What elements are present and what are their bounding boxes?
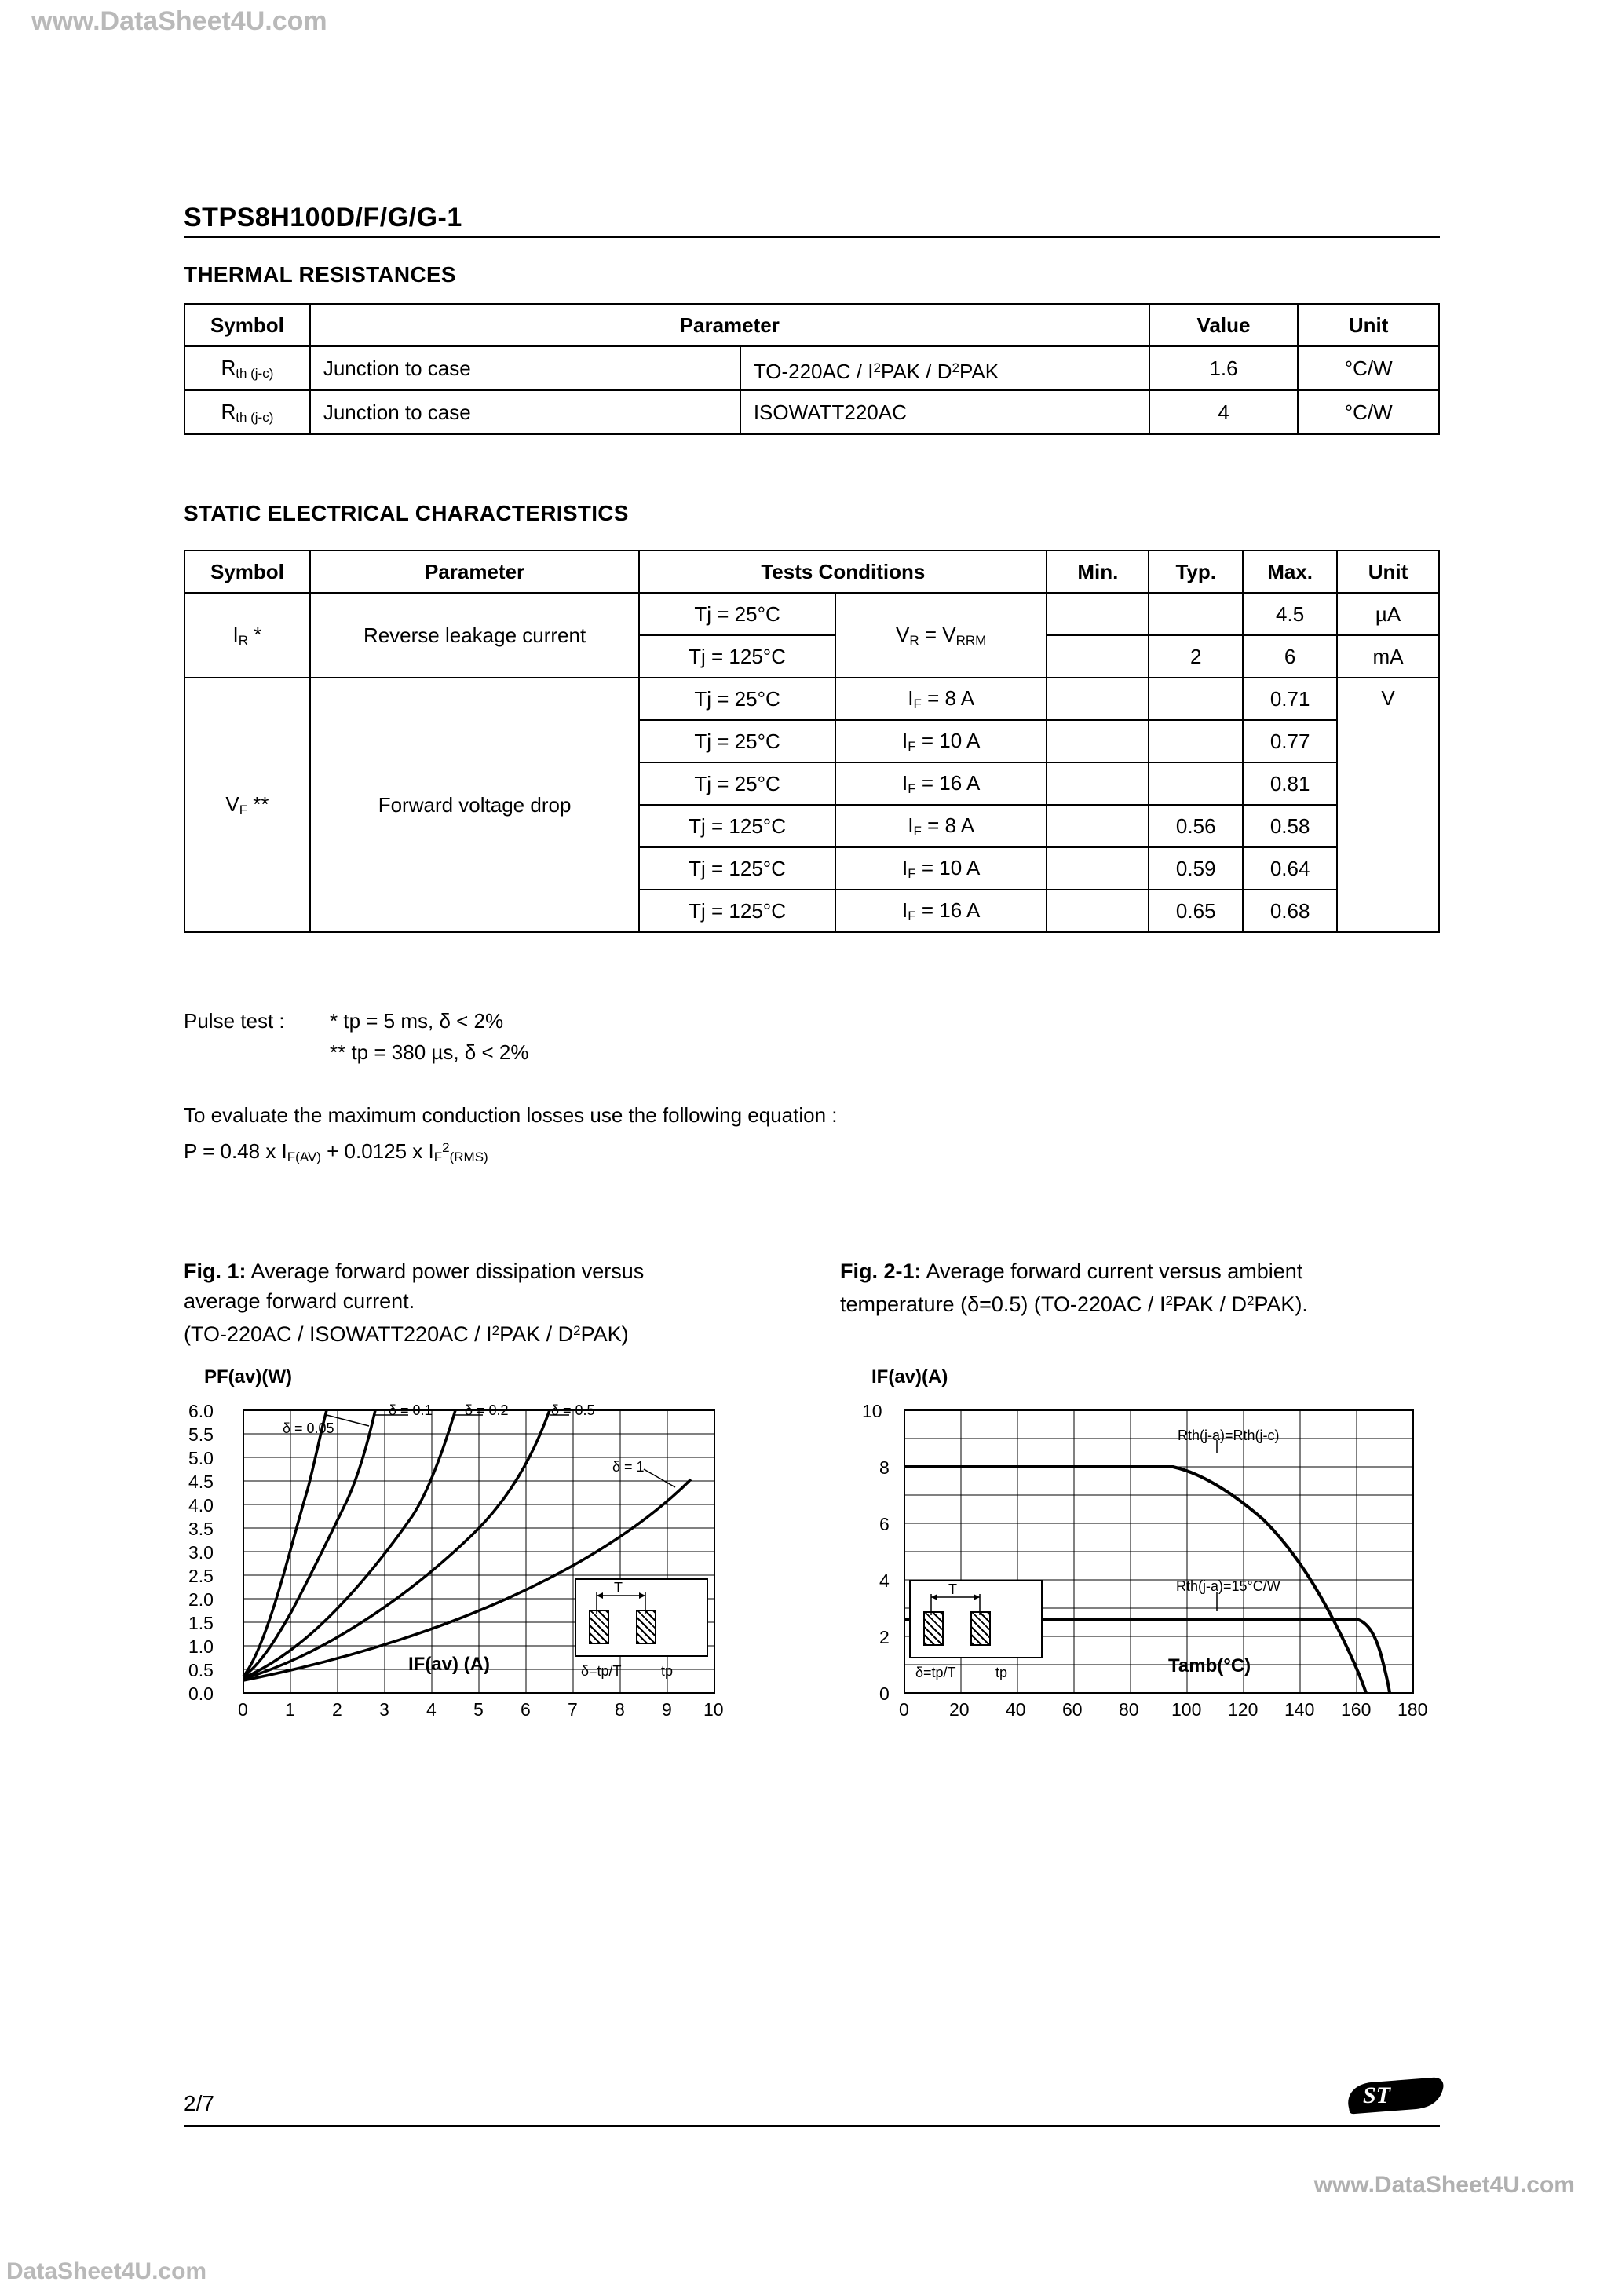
conduction-losses-text: To evaluate the maximum conduction losses use the following equation : xyxy=(184,1103,838,1127)
cell-typ xyxy=(1149,762,1243,805)
cell-typ: 0.65 xyxy=(1149,890,1243,932)
cell-max: 0.68 xyxy=(1243,890,1337,932)
fig21-inset-dims xyxy=(909,1580,1043,1658)
cell-value: 4 xyxy=(1149,390,1299,434)
fig21-plot-svg xyxy=(848,1395,1492,1764)
fig1-ytick-5.0: 5.0 xyxy=(188,1448,214,1468)
fig1-ytick-0.5: 0.5 xyxy=(188,1660,214,1680)
fig1-ytick-2.5: 2.5 xyxy=(188,1566,214,1586)
fig21-y-axis-label: IF(av)(A) xyxy=(871,1366,948,1387)
cell-cond2: $I_F = 10$ A xyxy=(835,847,1047,890)
fig1-ytick-2.0: 2.0 xyxy=(188,1589,214,1610)
static-heading: STATIC ELECTRICAL CHARACTERISTICS xyxy=(184,501,629,525)
equation-sub2: F xyxy=(433,1150,443,1164)
fig1-xtick-0: 0 xyxy=(238,1699,248,1720)
fig1-ytick-1.5: 1.5 xyxy=(188,1613,214,1633)
cell-parameter: Forward voltage drop xyxy=(310,678,639,932)
table-header-row xyxy=(184,304,1439,346)
cell-max: 0.77 xyxy=(1243,720,1337,762)
equation-mid: + 0.0125 x I xyxy=(320,1139,434,1163)
fig1-ytick-5.5: 5.5 xyxy=(188,1424,214,1445)
st-logo-icon xyxy=(1344,2073,1446,2120)
cell-typ: 2 xyxy=(1149,635,1243,678)
table-row xyxy=(184,390,1439,434)
table-row xyxy=(184,678,1439,720)
cell-symbol: $R_{th (j-c)}$ xyxy=(184,346,310,390)
thermal-heading: THERMAL RESISTANCES xyxy=(184,262,456,287)
page-title: STPS8H100D/F/G/G-1 xyxy=(184,203,462,232)
fig1-ytick-0.0: 0.0 xyxy=(188,1684,214,1704)
watermark-bottom-left: DataSheet4U.com xyxy=(6,2258,207,2284)
cell-min xyxy=(1047,890,1149,932)
cell-min xyxy=(1047,847,1149,890)
cell-unit: µA xyxy=(1337,593,1439,635)
fig21-inset-delta-label: δ=tp/T xyxy=(915,1665,956,1680)
fig21-ytick-4: 4 xyxy=(879,1570,890,1591)
cell-cond1: Tj = 25°C xyxy=(639,593,835,635)
fig1-inset-T-label: T xyxy=(614,1580,623,1596)
fig1-inset-delta-label: δ=tp/T xyxy=(581,1663,622,1679)
cell-min xyxy=(1047,762,1149,805)
cell-cond1: Tj = 125°C xyxy=(639,805,835,847)
fig21-ytick-8: 8 xyxy=(879,1457,890,1478)
cell-cond1: Tj = 25°C xyxy=(639,678,835,720)
page-number: 2/7 xyxy=(184,2091,214,2115)
cell-package: ISOWATT220AC xyxy=(740,391,1149,433)
fig21-xtick-60: 60 xyxy=(1062,1699,1083,1720)
th-parameter: Parameter xyxy=(310,550,639,593)
th-max: Max. xyxy=(1243,550,1337,593)
fig1-inset-tp-label: tp xyxy=(661,1663,674,1679)
fig21-xtick-180: 180 xyxy=(1397,1699,1428,1720)
cell-max: 0.71 xyxy=(1243,678,1337,720)
th-value: Value xyxy=(1149,304,1299,346)
fig1-curve-label-3: δ = 0.5 xyxy=(551,1402,595,1418)
fig21-x-axis-label: Tamb(°C) xyxy=(1168,1655,1251,1676)
fig1-xtick-1: 1 xyxy=(285,1699,295,1720)
cell-parameter xyxy=(310,390,1149,434)
fig1-caption-line1: Average forward power dissipation versus xyxy=(246,1260,645,1283)
cell-min xyxy=(1047,720,1149,762)
fig1-caption xyxy=(184,1256,812,1349)
pulse-test-line1: * tp = 5 ms, δ < 2% xyxy=(330,1009,504,1033)
fig1-ytick-1.0: 1.0 xyxy=(188,1636,214,1657)
cell-unit: mA xyxy=(1337,635,1439,678)
watermark-bottom-right: www.DataSheet4U.com xyxy=(1313,2172,1575,2198)
cell-typ: 0.56 xyxy=(1149,805,1243,847)
cell-cond2: $I_F = 8$ A xyxy=(835,678,1047,720)
thermal-resistances-table xyxy=(184,303,1440,435)
cell-parameter-text: Junction to case xyxy=(323,400,471,424)
fig21-xtick-0: 0 xyxy=(899,1699,909,1720)
fig21-inset-tp-label: tp xyxy=(995,1665,1008,1680)
cell-min xyxy=(1047,678,1149,720)
fig21-caption-line2: temperature (δ=0.5) $(TO-220AC / I^2PAK / D^2PAK)$. xyxy=(840,1292,1308,1316)
footer-divider xyxy=(184,2125,1440,2127)
fig1-caption-line3: (TO-220AC / ISOWATT220AC / $I^2PAK / D^2PAK$) xyxy=(184,1322,629,1346)
fig21-chart xyxy=(848,1366,1492,1759)
fig1-xtick-10: 10 xyxy=(703,1699,724,1720)
cell-min xyxy=(1047,635,1149,678)
fig1-chart xyxy=(173,1366,801,1759)
equation-pre: P = 0.48 x I xyxy=(184,1139,287,1163)
fig21-xtick-140: 140 xyxy=(1284,1699,1315,1720)
fig1-xtick-3: 3 xyxy=(379,1699,389,1720)
fig21-ytick-2: 2 xyxy=(879,1627,890,1647)
cell-package: $TO-220AC / I^2PAK / D^2PAK$ xyxy=(740,347,1149,389)
fig21-xtick-40: 40 xyxy=(1006,1699,1026,1720)
cell-cond1: Tj = 125°C xyxy=(639,847,835,890)
fig21-curve-label-0: Rth(j-a)=Rth(j-c) xyxy=(1178,1428,1280,1443)
cell-parameter: Reverse leakage current xyxy=(310,593,639,678)
table-row xyxy=(184,593,1439,635)
conduction-losses-equation xyxy=(184,1132,488,1173)
fig1-ytick-4.0: 4.0 xyxy=(188,1495,214,1515)
fig1-ytick-3.0: 3.0 xyxy=(188,1542,214,1563)
fig21-xtick-80: 80 xyxy=(1119,1699,1139,1720)
fig1-xtick-4: 4 xyxy=(426,1699,437,1720)
cell-cond2: $I_F = 16$ A xyxy=(835,762,1047,805)
table-header-row xyxy=(184,550,1439,593)
cell-symbol: $V_F$ ** xyxy=(184,678,310,932)
fig1-inset-dims xyxy=(575,1578,708,1657)
th-symbol: Symbol xyxy=(184,550,310,593)
cell-max: 4.5 xyxy=(1243,593,1337,635)
equation-sub3: (RMS) xyxy=(449,1150,488,1164)
equation-sub1: F(AV) xyxy=(287,1150,321,1164)
title-divider xyxy=(184,236,1440,238)
cell-cond2: $I_F = 16$ A xyxy=(835,890,1047,932)
cell-min xyxy=(1047,805,1149,847)
fig1-curve-label-0: δ = 0.05 xyxy=(283,1420,334,1436)
cell-typ xyxy=(1149,593,1243,635)
cell-unit: V xyxy=(1337,678,1439,932)
fig1-xtick-6: 6 xyxy=(521,1699,531,1720)
fig21-xtick-20: 20 xyxy=(949,1699,970,1720)
fig1-xtick-5: 5 xyxy=(473,1699,484,1720)
pulse-test-label: Pulse test : xyxy=(184,1009,285,1033)
cell-value: 1.6 xyxy=(1149,346,1299,390)
th-unit: Unit xyxy=(1298,304,1439,346)
fig1-y-axis-label: PF(av)(W) xyxy=(204,1366,292,1387)
cell-max: 6 xyxy=(1243,635,1337,678)
svg-text:ST: ST xyxy=(1363,2082,1391,2108)
fig1-xtick-7: 7 xyxy=(568,1699,578,1720)
th-typ: Typ. xyxy=(1149,550,1243,593)
static-electrical-table xyxy=(184,550,1440,933)
fig1-xtick-8: 8 xyxy=(615,1699,625,1720)
cell-cond2: $V_R = V_{RRM}$ xyxy=(835,593,1047,678)
th-parameter: Parameter xyxy=(310,304,1149,346)
fig21-ytick-6: 6 xyxy=(879,1514,890,1534)
cell-cond1: Tj = 125°C xyxy=(639,635,835,678)
fig1-xtick-9: 9 xyxy=(662,1699,672,1720)
fig1-ytick-4.5: 4.5 xyxy=(188,1472,214,1492)
fig21-caption-bold: Fig. 2-1: xyxy=(840,1260,922,1283)
fig1-ytick-3.5: 3.5 xyxy=(188,1519,214,1539)
cell-parameter xyxy=(310,346,1149,390)
cell-cond2: $I_F = 10$ A xyxy=(835,720,1047,762)
fig1-curve-label-1: δ = 0.1 xyxy=(389,1402,433,1418)
fig1-x-axis-label: IF(av) (A) xyxy=(408,1654,490,1675)
fig21-ytick-0: 0 xyxy=(879,1684,890,1704)
fig1-xtick-2: 2 xyxy=(332,1699,342,1720)
fig21-inset-T-label: T xyxy=(948,1581,957,1597)
table-row xyxy=(184,346,1439,390)
cell-max: 0.81 xyxy=(1243,762,1337,805)
fig21-ytick-10: 10 xyxy=(862,1401,882,1421)
cell-symbol: $I_R$ * xyxy=(184,593,310,678)
fig1-curve-label-2: δ = 0.2 xyxy=(465,1402,509,1418)
pulse-test-line2: ** tp = 380 µs, δ < 2% xyxy=(330,1040,529,1064)
watermark-top: www.DataSheet4U.com xyxy=(31,6,327,36)
th-unit: Unit xyxy=(1337,550,1439,593)
th-min: Min. xyxy=(1047,550,1149,593)
fig21-xtick-100: 100 xyxy=(1171,1699,1202,1720)
cell-typ xyxy=(1149,720,1243,762)
cell-cond2: $I_F = 8$ A xyxy=(835,805,1047,847)
cell-cond1: Tj = 25°C xyxy=(639,720,835,762)
fig21-curve-label-1: Rth(j-a)=15°C/W xyxy=(1176,1578,1280,1594)
cell-unit: °C/W xyxy=(1298,390,1439,434)
cell-cond1: Tj = 125°C xyxy=(639,890,835,932)
cell-typ xyxy=(1149,678,1243,720)
cell-min xyxy=(1047,593,1149,635)
cell-typ: 0.59 xyxy=(1149,847,1243,890)
cell-symbol: $R_{th (j-c)}$ xyxy=(184,390,310,434)
fig21-xtick-120: 120 xyxy=(1228,1699,1259,1720)
cell-parameter-text: Junction to case xyxy=(323,356,471,380)
fig1-caption-bold: Fig. 1: xyxy=(184,1260,247,1283)
fig1-curve-label-4: δ = 1 xyxy=(612,1459,645,1475)
fig21-xtick-160: 160 xyxy=(1341,1699,1372,1720)
fig1-caption-line2: average forward current. xyxy=(184,1289,415,1313)
cell-max: 0.64 xyxy=(1243,847,1337,890)
equation-sup: 2 xyxy=(442,1140,450,1155)
cell-cond1: Tj = 25°C xyxy=(639,762,835,805)
fig21-caption xyxy=(840,1256,1476,1319)
fig1-ytick-6.0: 6.0 xyxy=(188,1401,214,1421)
th-symbol: Symbol xyxy=(184,304,310,346)
th-tests-conditions: Tests Conditions xyxy=(639,550,1047,593)
fig21-caption-line1: Average forward current versus ambient xyxy=(921,1260,1303,1283)
cell-max: 0.58 xyxy=(1243,805,1337,847)
cell-unit: °C/W xyxy=(1298,346,1439,390)
